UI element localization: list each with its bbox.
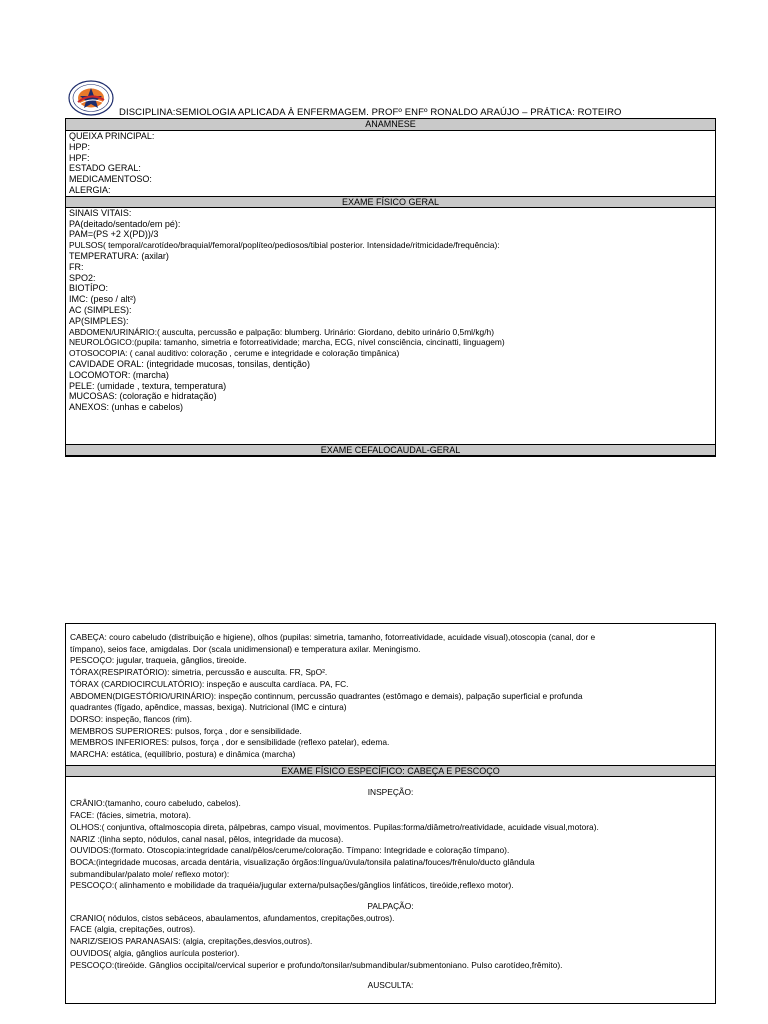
general-exam-line: NEUROLÓGICO:(pupila: tamanho, simetria e fotorreatividade; marcha, ECG, nível consciência, cincinatti, linguagem) (69, 337, 505, 348)
general-exam-line: AP(SIMPLES): (69, 315, 129, 326)
cefalocaudal-line: quadrantes (fígado, apêndice, massas, bexiga). Nutricional (IMC e cintura) (70, 702, 347, 713)
inspection-line: OUVIDOS:(formato. Otoscopia:integridade canal/pêlos/cerume/coloração. Tímpano: Integridade e coloração tímpano). (70, 845, 510, 856)
cefalocaudal-line: ABDOMEN(DIGESTÓRIO/URINÁRIO): inspeção continnum, percussão quadrantes (estômago e demais), palpação superficial e profunda (70, 690, 583, 701)
inspection-line: OLHOS:( conjuntiva, oftalmoscopia direta, pálpebras, campo visual, movimentos. Pupilas:forma/diâmetro/reatividade, acuidade visual,motora). (70, 821, 599, 832)
general-exam-line: PA(deitado/sentado/em pé): (69, 218, 181, 229)
palpation-title: PALPAÇÃO: (367, 901, 414, 912)
general-exam-line: SPO2: (69, 272, 96, 283)
general-exam-line: PELE: (umidade , textura, temperatura) (69, 380, 227, 391)
cefalocaudal-line: TÓRAX (CARDIOCIRCULATÓRIO): inspeção e ausculta cardíaca. PA, FC. (70, 678, 349, 689)
general-exam-line: AC (SIMPLES): (69, 304, 132, 315)
palpation-line: PESCOÇO:(tireóide. Gânglios occipital/cervical superior e profundo/tonsilar/submandibular/submentoniano. Pulso carotídeo,frêmito). (70, 959, 563, 970)
discipline-title: DISCIPLINA:SEMIOLOGIA APLICADA À ENFERMAGEM. PROFº ENFº RONALDO ARAÚJO – PRÁTICA: ROTEIRO (119, 107, 622, 118)
palpation-line: FACE (algia, crepitações, outros). (70, 924, 196, 935)
palpation-line: NARIZ/SEIOS PARANASAIS: (algia, crepitações,desvios,outros). (70, 936, 313, 947)
inspection-line: FACE: (fácies, simetria, motora). (70, 810, 191, 821)
general-exam-line: ANEXOS: (unhas e cabelos) (69, 402, 184, 413)
general-exam-line: FR: (69, 261, 84, 272)
cefalocaudal-line: MEMBROS SUPERIORES: pulsos, força , dor e sensibilidade. (70, 725, 302, 736)
general-exam-line: CAVIDADE ORAL: (integridade mucosas, tonsilas, dentição) (69, 358, 310, 369)
inspection-title: INSPEÇÃO: (367, 786, 414, 797)
palpation-line: CRANIO( nódulos, cistos sebáceos, abaulamentos, afundamentos, crepitações,outros). (70, 912, 395, 923)
general-exam-line: SINAIS VITAIS: (69, 207, 132, 218)
general-exam-line: LOCOMOTOR: (marcha) (69, 369, 169, 380)
inspection-line: CRÂNIO:(tamanho, couro cabeludo, cabelos). (70, 798, 241, 809)
anamnese-line: ALERGIA: (69, 184, 111, 195)
auscultation-title: AUSCULTA: (367, 980, 414, 991)
general-exam-line: PAM=(PS +2 X(PD))/3 (69, 229, 159, 240)
anamnese-line: MEDICAMENTOSO: (69, 174, 152, 185)
cefalocaudal-line: MEMBROS INFERIORES: pulsos, força , dor e sensibilidade (reflexo patelar), edema. (70, 737, 390, 748)
inspection-line: BOCA:(integridade mucosas, arcada dentária, visualização órgãos:língua/úvula/tonsila palatina/fouces/frênulo/ducto glândula (70, 856, 535, 867)
inspection-line: PESCOÇO:( alinhamento e mobilidade da traquéia/jugular externa/pulsações/gânglios linfáticos, tireóide,reflexo motor). (70, 880, 514, 891)
general-exam-line: IMC: (peso / alt²) (69, 294, 137, 305)
cefalocaudal-line: CABEÇA: couro cabeludo (distribuição e higiene), olhos (pupilas: simetria, tamanho, fotorreatividade, acuidade visual),otoscopia (canal, dor e (70, 632, 596, 642)
general-exam-line: OTOSOCOPIA: ( canal auditivo: coloração , cerume e integridade e coloração timpânica) (69, 348, 400, 359)
general-exam-line: BIOTÍPO: (69, 283, 109, 294)
general-exam-line: TEMPERATURA: (axilar) (69, 250, 169, 261)
specific-exam-heading: EXAME FÍSICO ESPECÍFICO: CABEÇA E PESCOÇO (66, 765, 715, 777)
general-exam-line: ABDOMEN/URINÁRIO:( ausculta, percussão e palpação: blumberg. Urinário: Giordano, debito urinário 0,5ml/kg/h) (69, 326, 494, 337)
specific-exam-section (66, 777, 715, 992)
cefalocaudal-line: DORSO: inspeção, flancos (rim). (70, 713, 192, 724)
anamnese-line: ESTADO GERAL: (69, 163, 141, 174)
anamnese-section (66, 131, 715, 196)
inspection-line: NARIZ :(linha septo, nódulos, canal nasal, pêlos, integridade da mucosa). (70, 833, 344, 844)
cefalocaudal-line: tímpano), seios face, amigdalas. Dor (scala unidimensional) e temperatura axilar. Meningismo. (70, 643, 421, 654)
anamnese-line: QUEIXA PRINCIPAL: (69, 131, 155, 141)
cefalocaudal-line: TÓRAX(RESPIRATÓRIO): simetria, percussão e ausculta. FR, SpO². (70, 667, 328, 678)
anamnese-line: HPF: (69, 152, 90, 163)
inspection-line: submandibular/palato mole/ reflexo motor): (70, 868, 230, 879)
cefalocaudal-line: PESCOÇO: jugular, traqueia, gânglios, tireoide. (70, 655, 247, 666)
cefalocaudal-line: MARCHA: estática, (equilíbrio, postura) e dinâmica (marcha) (70, 749, 296, 760)
anamnese-and-general-exam-table (65, 118, 716, 457)
cefalocaudal-section (66, 624, 715, 761)
general-exam-section (66, 208, 715, 413)
anamnese-line: HPP: (69, 141, 91, 152)
cefalocaudal-heading: EXAME CEFALOCAUDAL-GERAL (66, 444, 715, 456)
university-seal-logo (66, 78, 116, 118)
general-exam-line: MUCOSAS: (coloração e hidratação) (69, 391, 217, 402)
cefalocaudal-and-specific-exam-table (65, 623, 716, 1004)
anamnese-heading: ANAMNESE (66, 119, 715, 131)
palpation-line: OUVIDOS( algia, gânglios aurícula posterior). (70, 947, 240, 958)
general-exam-heading: EXAME FÍSICO GERAL (66, 196, 715, 208)
general-exam-line: PULSOS( temporal/carotídeo/braquial/femoral/poplíteo/pediosos/tibial posterior. Intensidade/ritmicidade/frequência): (69, 240, 500, 251)
